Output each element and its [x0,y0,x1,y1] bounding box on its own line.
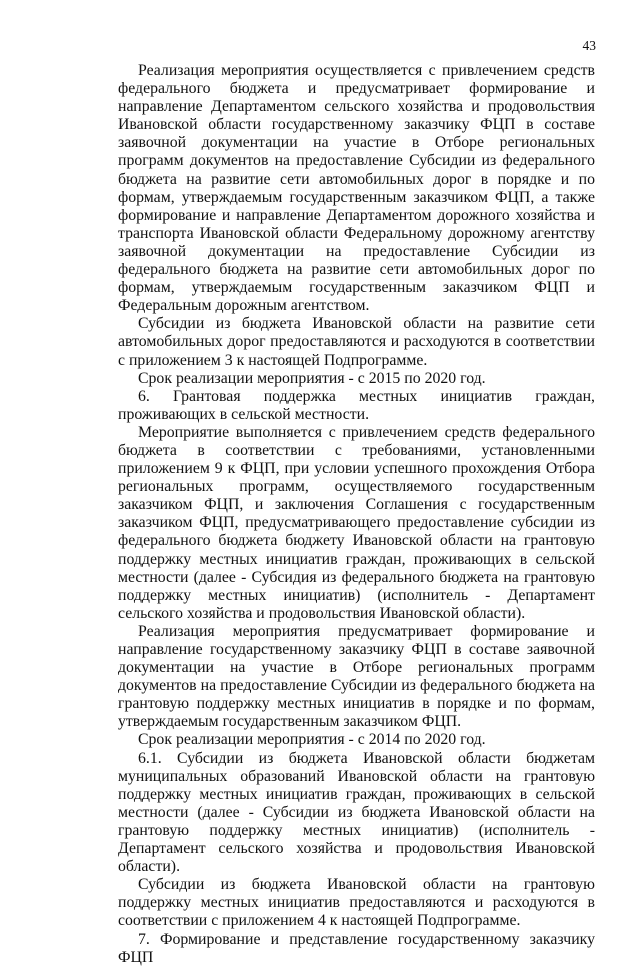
paragraph-grant-application: Реализация мероприятия предусматривает формирование и направление государственному заказчику ФЦП в составе заявочной документации на участие в Отборе региональных программ документов на предоставление Субсидии из федерального бюджета на грантовую поддержку местных инициатив в порядке и по формам, утверждаемым государственным заказчиком ФЦП. [118,622,595,731]
paragraph-subsidy-appendix-4: Субсидии из бюджета Ивановской области на грантовую поддержку местных инициатив предоставляются и расходуются в соответствии с приложением 4 к настоящей Подпрограмме. [118,876,595,930]
paragraph-road-network-funding: Реализация мероприятия осуществляется с привлечением средств федерального бюджета и предусматривает формирование и направление Департаментом сельского хозяйства и продовольствия Ивановской области государственному заказчику ФЦП в составе заявочной документации на участие в Отборе региональных программ документов на предоставление Субсидии из федерального бюджета на развитие сети автомобильных дорог в порядке и по формам, утверждаемым государственным заказчиком ФЦП, а также формирование и направление Департаментом дорожного хозяйства и транспорта Ивановской области Федеральному дорожному агентству заявочной документации на предоставление Субсидии из федерального бюджета на развитие сети автомобильных дорог по формам, утверждаемым государственным заказчиком ФЦП и Федеральным дорожным агентством. [118,62,595,315]
document-body [118,62,595,967]
paragraph-regional-road-subsidies: Субсидии из бюджета Ивановской области на развитие сети автомобильных дорог предоставляются и расходуются в соответствии с приложением 3 к настоящей Подпрограмме. [118,315,595,369]
paragraph-municipal-subsidies: 6.1. Субсидии из бюджета Ивановской области бюджетам муниципальных образований Ивановской области на грантовую поддержку местных инициатив граждан, проживающих в сельской местности (далее - Субсидии из бюджета Ивановской области на грантовую поддержку местных инициатив) (исполнитель - Департамент сельского хозяйства и продовольствия Ивановской области). [118,749,595,876]
page-number: 43 [582,38,596,53]
section-heading-grant-support: 6. Грантовая поддержка местных инициатив граждан, проживающих в сельской местности. [118,387,595,423]
paragraph-grant-federal-funding: Мероприятие выполняется с привлечением средств федерального бюджета в соответствии с требованиями, установленными приложением 9 к ФЦП, при условии успешного прохождения Отбора региональных программ, осуществляемого государственным заказчиком ФЦП, и заключения Соглашения с государственным заказчиком ФЦП, предусматривающего предоставление субсидии из федерального бюджета бюджету Ивановской области на грантовую поддержку местных инициатив граждан, проживающих в сельской местности (далее - Субсидия из федерального бюджета на грантовую поддержку местных инициатив) (исполнитель - Департамент сельского хозяйства и продовольствия Ивановской области). [118,423,595,622]
section-heading-item-7: 7. Формирование и представление государственному заказчику ФЦП [118,930,595,966]
paragraph-term-2015-2020: Срок реализации мероприятия - с 2015 по 2020 год. [138,369,486,387]
paragraph-term-2014-2020: Срок реализации мероприятия - с 2014 по 2020 год. [138,731,486,749]
